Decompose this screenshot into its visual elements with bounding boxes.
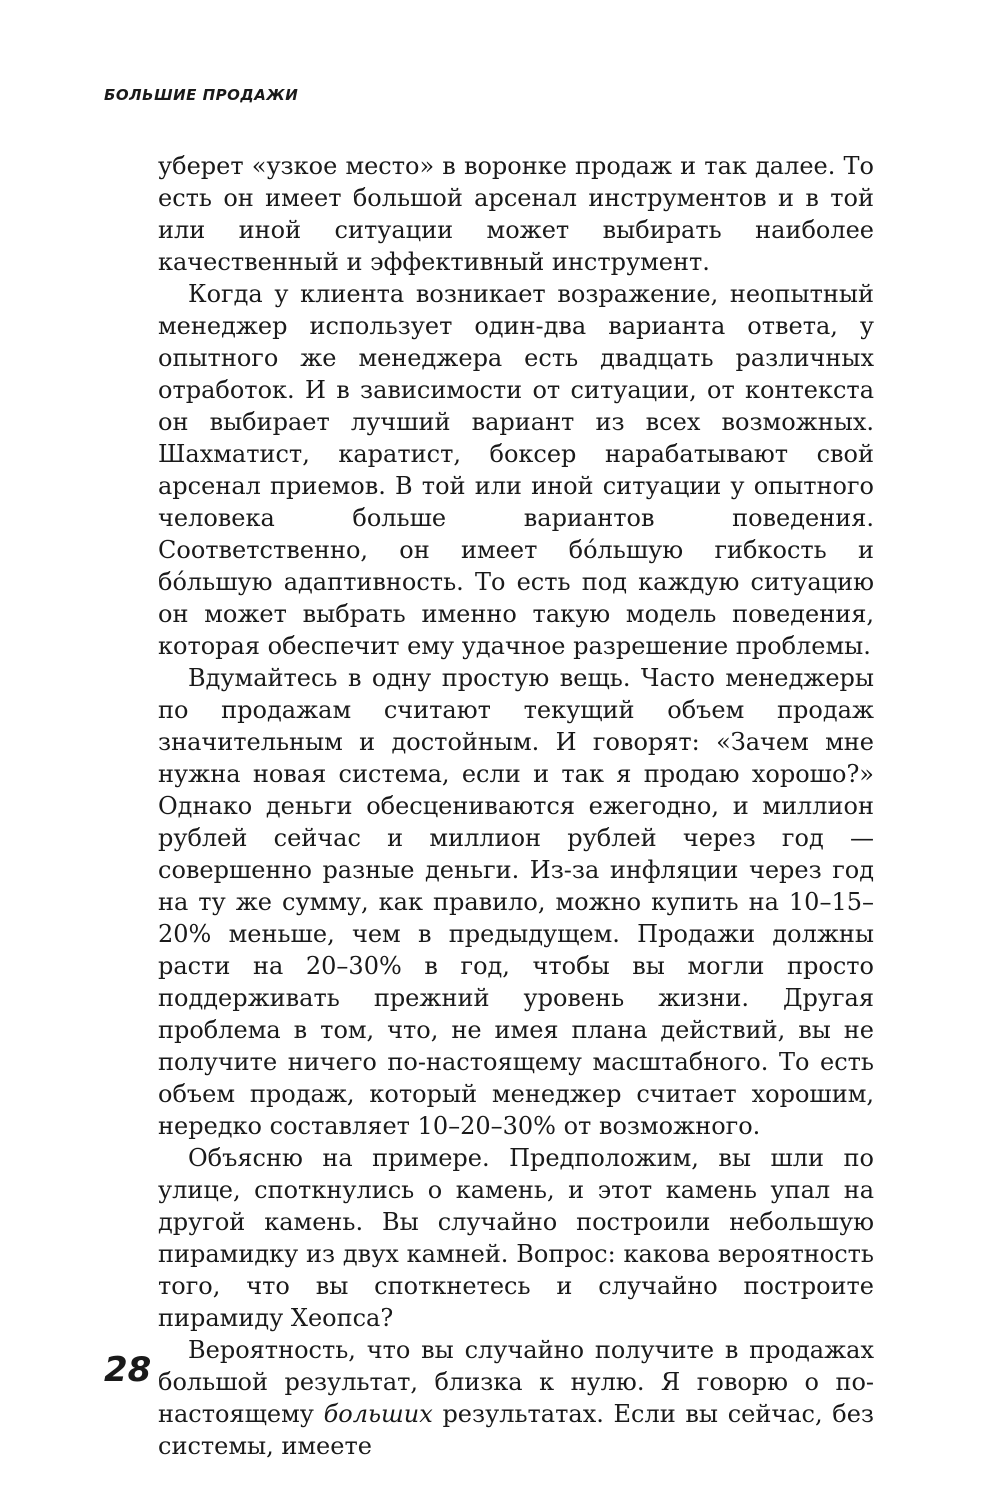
paragraph-text: результатах. Если вы сейчас, без системы, имеете xyxy=(158,1400,875,1460)
paragraph xyxy=(158,1334,874,1462)
paragraph-text: Вероятность, что вы случайно получите в продажах большой результат, близка к нулю. Я говорю о по-настоящему xyxy=(158,1336,874,1428)
body-text xyxy=(158,150,874,1462)
paragraph: уберет «узкое место» в воронке продаж и так далее. То есть он имеет большой арсенал инструментов и в той или иной ситуации может выбирать наиболее качественный и эффективный инструмент. xyxy=(158,152,874,276)
paragraph: Объясню на примере. Предположим, вы шли по улице, споткнулись о камень, и этот камень упал на другой камень. Вы случайно построили небольшую пирамидку из двух камней. Вопрос: какова вероятность того, что вы споткнетесь и случайно построите пирамиду Хеопса? xyxy=(158,1144,874,1332)
paragraph: Когда у клиента возникает возражение, неопытный менеджер использует один-два варианта ответа, у опытного же менеджера есть двадцать различных отработок. И в зависимости от ситуации, от контекста он выбирает лучший вариант из всех возможных. Шахматист, каратист, боксер нарабатывают свой арсенал приемов. В той или иной ситуации у опытного человека больше вариантов поведения. Соответственно, он имеет бо́льшую гибкость и бо́льшую адаптивность. То есть под каждую ситуацию он может выбрать именно такую модель поведения, которая обеспечит ему удачное разрешение проблемы. xyxy=(158,280,874,660)
page-number: 28 xyxy=(104,1350,152,1390)
paragraph: Вдумайтесь в одну простую вещь. Часто менеджеры по продажам считают текущий объем продаж значительным и достойным. И говорят: «Зачем мне нужна новая система, если и так я продаю хорошо?» Однако деньги обесцениваются ежегодно, и миллион рублей сейчас и миллион рублей через год — совершенно разные деньги. Из-за инфляции через год на ту же сумму, как правило, можно купить на 10–15–20% меньше, чем в предыдущем. Продажи должны расти на 20–30% в год, чтобы вы могли просто поддерживать прежний уровень жизни. Другая проблема в том, что, не имея плана действий, вы не получите ничего по-настоящему масштабного. То есть объем продаж, который менеджер считает хорошим, нередко составляет 10–20–30% от возможного. xyxy=(158,664,874,1140)
running-header: БОЛЬШИЕ ПРОДАЖИ xyxy=(104,86,299,104)
emphasized-word: больших xyxy=(323,1400,433,1428)
